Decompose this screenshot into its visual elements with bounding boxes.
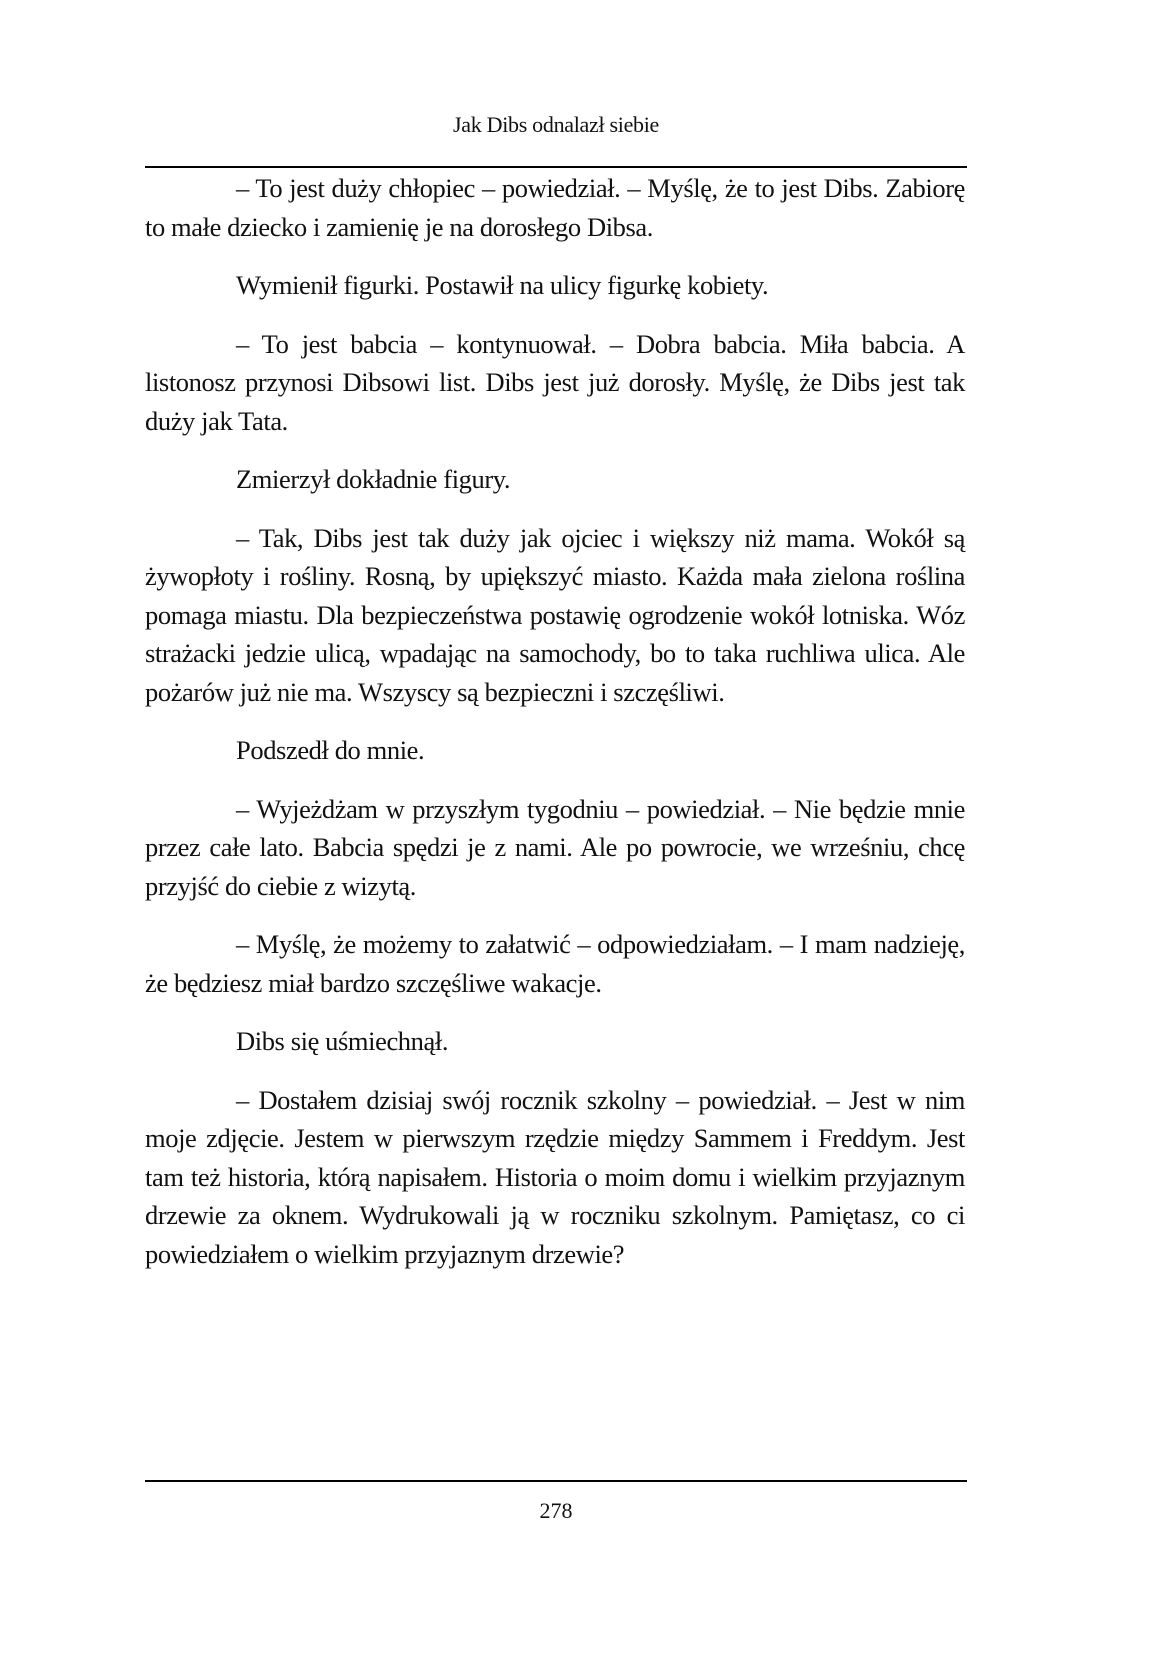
paragraph: Wymienił figurki. Postawił na ulicy figurkę kobiety. bbox=[236, 270, 769, 300]
running-header: Jak Dibs odnalazł siebie bbox=[452, 112, 660, 137]
paragraph: – Dostałem dzisiaj swój rocznik szkolny – powiedział. – Jest w nim moje zdjęcie. Jestem w pierwszym rzędzie między Sammem i Freddym. Jest tam też historia, którą napisałem. Historia o moim domu i wielkim przyjaznym drzewie za oknem. Wydrukowali ją w roczniku szkolnym. Pamiętasz, co ci powiedziałem o wielkim przyjaznym drzewie? bbox=[145, 1084, 965, 1269]
footer-rule bbox=[145, 1480, 967, 1482]
paragraph: – To jest duży chłopiec – powiedział. – Myślę, że to jest Dibs. Zabiorę to małe dziecko i zamienię je na dorosłego Dibsa. bbox=[145, 173, 965, 242]
paragraph: – Myślę, że możemy to załatwić – odpowiedziałam. – I mam nadzieję, że będziesz miał bardzo szczęśliwe wakacje. bbox=[145, 929, 965, 998]
paragraph: – To jest babcia – kontynuował. – Dobra babcia. Miła babcia. A listonosz przynosi Dibsowi list. Dibs jest już dorosły. Myślę, że Dibs jest tak duży jak Tata. bbox=[145, 328, 965, 436]
paragraph: – Tak, Dibs jest tak duży jak ojciec i większy niż mama. Wokół są żywopłoty i rośliny. Rosną, by upiększyć miasto. Każda mała zielona roślina pomaga miastu. Dla bezpieczeństwa postawię ogrodzenie wokół lotniska. Wóz strażacki jedzie ulicą, wpadając na samochody, bo to taka ruchliwa ulica. Ale pożarów już nie ma. Wszyscy są bezpieczni i szczęśliwi. bbox=[145, 522, 965, 707]
paragraph: Dibs się uśmiechnął. bbox=[236, 1026, 449, 1056]
paragraph: Zmierzył dokładnie figury. bbox=[236, 464, 511, 494]
header-rule bbox=[145, 166, 967, 168]
page-number: 278 bbox=[539, 1498, 573, 1523]
paragraph: Podszedł do mnie. bbox=[236, 735, 425, 765]
body-text bbox=[145, 169, 965, 1293]
paragraph: – Wyjeżdżam w przyszłym tygodniu – powiedział. – Nie będzie mnie przez całe lato. Babcia spędzi je z nami. Ale po powrocie, we wrześniu, chcę przyjść do ciebie z wizytą. bbox=[145, 793, 965, 901]
